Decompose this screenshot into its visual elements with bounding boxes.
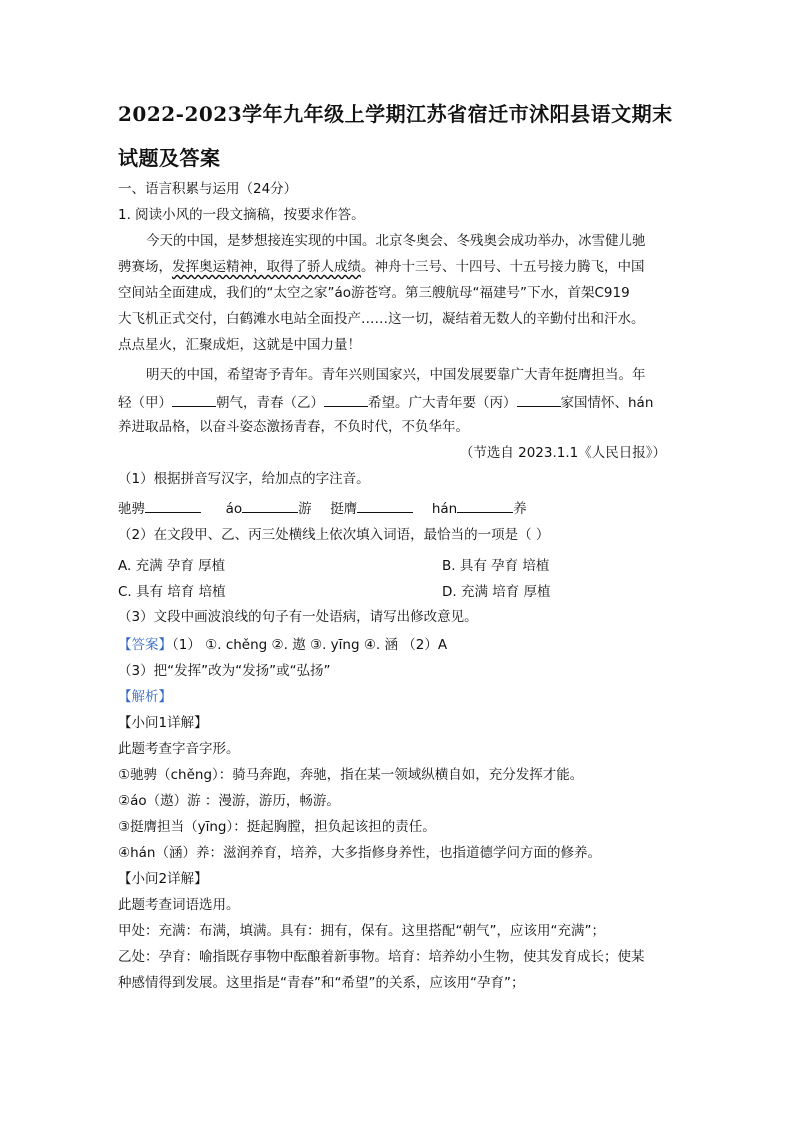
analysis-text: ④hán（涵）养：滋润养育，培养，大多指修身养性，也指道德学问方面的修养。: [118, 845, 601, 861]
analysis-text: 种感情得到发展。这里指是“青春”和“希望”的关系，应该用“孕育”；: [118, 975, 525, 991]
option-a: A. 充满 孕育 厚植: [118, 558, 226, 574]
passage-line: 点点星火，汇聚成炬，这就是中国力量！: [118, 337, 361, 353]
section-heading: 一、语言积累与运用（24分）: [118, 181, 298, 197]
passage-line: 空间站全面建成，我们的“太空之家”áo游苍穹。第三艘航母“福建号”下水，首架C919: [118, 285, 630, 301]
fill-label: áo: [225, 501, 243, 517]
doc-title-line2: 试题及答案: [118, 146, 221, 170]
passage-line: 大飞机正式交付，白鹤滩水电站全面投产……这一切，凝结着无数人的辛勤付出和汗水。: [118, 311, 645, 327]
passage-line: [118, 258, 645, 276]
answer-label: 【答案】: [118, 637, 172, 653]
passage-text: 轻（甲）: [118, 395, 172, 411]
fill-blank: [242, 498, 298, 513]
passage-source: （节选自 2023.1.1《人民日报》）: [459, 445, 666, 461]
sub-question-1: （1）根据拼音写汉字，给加点的字注音。: [118, 471, 370, 487]
passage-line: 养进取品格，以奋斗姿态激扬青春，不负时代，不负华年。: [118, 419, 469, 435]
answer-text: （1） ①. chěng ②. 遨 ③. yīng ④. 涵 （2）A: [172, 637, 448, 653]
analysis-subheading: 【小问2详解】: [118, 871, 208, 887]
fill-label: hán: [431, 501, 458, 517]
passage-text: 家国情怀、hán: [560, 395, 654, 411]
analysis-text: 甲处：充满：布满，填满。具有：拥有，保有。这里搭配“朝气”，应该用“充满”；: [118, 923, 605, 939]
doc-title-line1: 2022-2023学年九年级上学期江苏省宿迁市沭阳县语文期末: [118, 102, 673, 126]
passage-text: 。神舟十三号、十四号、十五号接力腾飞，中国: [361, 259, 645, 275]
fill-blank: [324, 392, 368, 407]
option-c: C. 具有 培育 培植: [118, 584, 226, 600]
fill-blank: [357, 498, 413, 513]
wavy-underlined-sentence: 发挥奥运精神，取得了骄人成绩: [172, 259, 361, 275]
fill-blank: [457, 498, 513, 513]
passage-line: 今天的中国，是梦想接连实现的中国。北京冬奥会、冬残奥会成功举办，冰雪健儿驰: [146, 233, 646, 249]
answer-line-2: （3）把“发挥”改为“发扬”或“弘扬”: [118, 663, 331, 679]
analysis-subheading: 【小问1详解】: [118, 715, 208, 731]
question-stem: 1. 阅读小风的一段文摘稿，按要求作答。: [118, 207, 365, 223]
pinyin-fill-line: [118, 498, 527, 518]
sub-question-2: （2）在文段甲、乙、丙三处横线上依次填入词语，最恰当的一项是（ ）: [118, 527, 550, 543]
analysis-text: 此题考查词语选用。: [118, 897, 240, 913]
fill-label: 养: [513, 501, 527, 517]
fill-label: 驰骋: [118, 501, 145, 517]
passage-text: 希望。广大青年要（丙）: [368, 395, 517, 411]
fill-blank: [517, 392, 561, 407]
analysis-text: ②áo（遨）游 ：漫游，游历，畅游。: [118, 793, 340, 809]
analysis-label: 【解析】: [118, 689, 172, 705]
analysis-text: 此题考查字音字形。: [118, 741, 240, 757]
analysis-text: 乙处：孕育：喻指既存事物中酝酿着新事物。培育：培养幼小生物，使其发育成长；使某: [118, 949, 645, 965]
passage-line: 明天的中国，希望寄予青年。青年兴则国家兴，中国发展要靠广大青年挺膺担当。年: [146, 367, 646, 383]
option-b: B. 具有 孕育 培植: [442, 558, 550, 574]
answer-line: [118, 636, 447, 654]
fill-label: 游: [298, 501, 312, 517]
fill-blank: [145, 498, 201, 513]
passage-text: 骋赛场，: [118, 259, 172, 275]
fill-label: 挺膺: [330, 501, 358, 517]
analysis-text: ①驰骋（chěng）：骑马奔跑，奔驰，指在某一领域纵横自如，充分发挥才能。: [118, 767, 584, 783]
option-d: D. 充满 培育 厚植: [442, 584, 551, 600]
analysis-text: ③挺膺担当（yīng）：挺起胸膛，担负起该担的责任。: [118, 819, 436, 835]
sub-question-3: （3）文段中画波浪线的句子有一处语病，请写出修改意见。: [118, 609, 478, 625]
passage-text: 朝气，青春（乙）: [216, 395, 324, 411]
passage-line: [118, 392, 653, 412]
fill-blank: [172, 392, 216, 407]
